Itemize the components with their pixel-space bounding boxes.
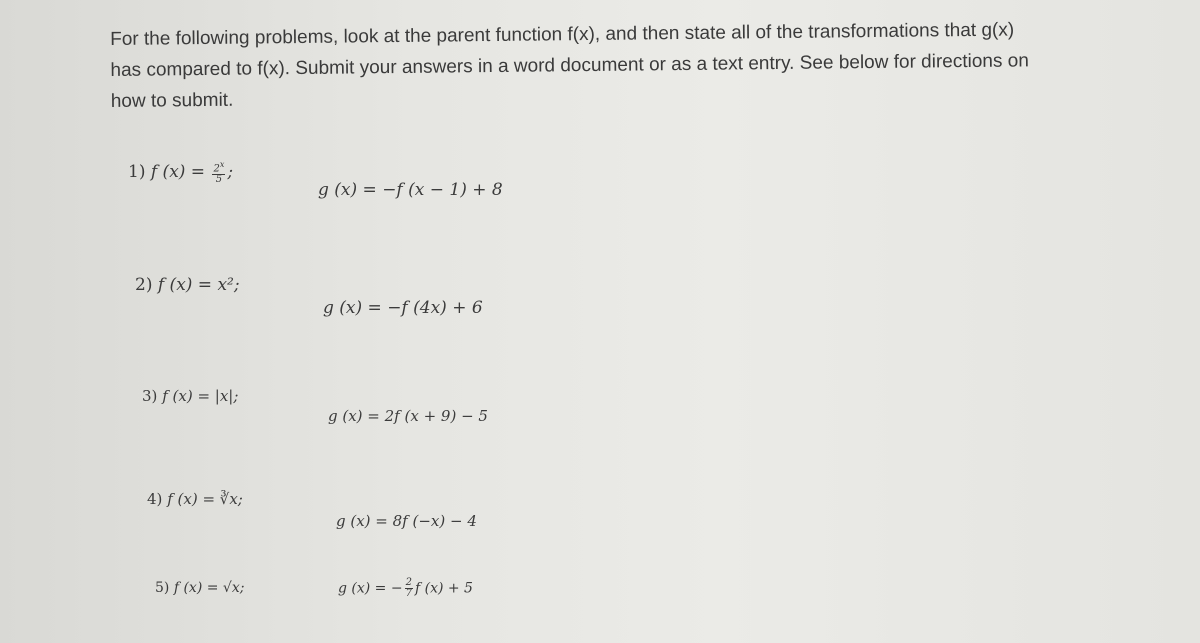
problem-5-transformed-function (338, 578, 473, 599)
problem-5-g-lhs: g (x) = − (338, 580, 403, 597)
instructions-text (110, 13, 1141, 117)
problem-4-number: 4) (147, 490, 163, 508)
instructions-line-1: For the following problems, look at the parent function f(x), and then state all of the transformations that g(x) (110, 19, 1015, 50)
problem-2-transformed-function: g (x) = −f (4x) + 6 (323, 298, 483, 318)
problem-5-g-frac-bot: 7 (405, 588, 412, 599)
problem-3-number: 3) (142, 387, 158, 405)
problem-1-f-frac-top: 2 (213, 163, 220, 175)
problem-5-parent-function (155, 580, 244, 596)
problem-3-transformed-function: g (x) = 2f (x + 9) − 5 (328, 407, 488, 425)
problem-2-f: f (x) = x²; (157, 275, 240, 295)
instructions-line-3: how to submit. (110, 89, 234, 112)
problem-5-g-fraction (405, 578, 413, 599)
problem-4-transformed-function: g (x) = 8f (−x) − 4 (336, 512, 477, 530)
problem-1-f-fraction (212, 160, 225, 185)
problem-1-transformed-function: g (x) = −f (x − 1) + 8 (318, 180, 503, 200)
problem-3-f: f (x) = |x|; (162, 387, 239, 405)
problem-4-parent-function (147, 490, 243, 508)
problem-1-f-lhs: f (x) = (150, 162, 211, 183)
problem-1-f-frac-sup: x (219, 160, 225, 169)
problem-2-parent-function (135, 275, 240, 295)
problem-1-f-end: ; (227, 162, 234, 183)
problem-5-number: 5) (155, 580, 170, 596)
instructions-line-2: has compared to f(x). Submit your answers in a word document or as a text entry. See below for directions on (110, 50, 1029, 81)
problem-5-f: f (x) = √x; (173, 580, 245, 596)
problem-5-g-rhs: f (x) + 5 (414, 580, 473, 597)
problem-2-number: 2) (135, 275, 153, 295)
problem-1-number: 1) (128, 162, 146, 183)
problem-1-parent-function (128, 160, 233, 185)
problem-5-g-frac-top: 2 (405, 577, 412, 588)
problem-1-f-frac-bot: 5 (215, 174, 223, 186)
problem-3-parent-function (142, 387, 238, 405)
problem-4-f: f (x) = ∛x; (167, 490, 243, 508)
